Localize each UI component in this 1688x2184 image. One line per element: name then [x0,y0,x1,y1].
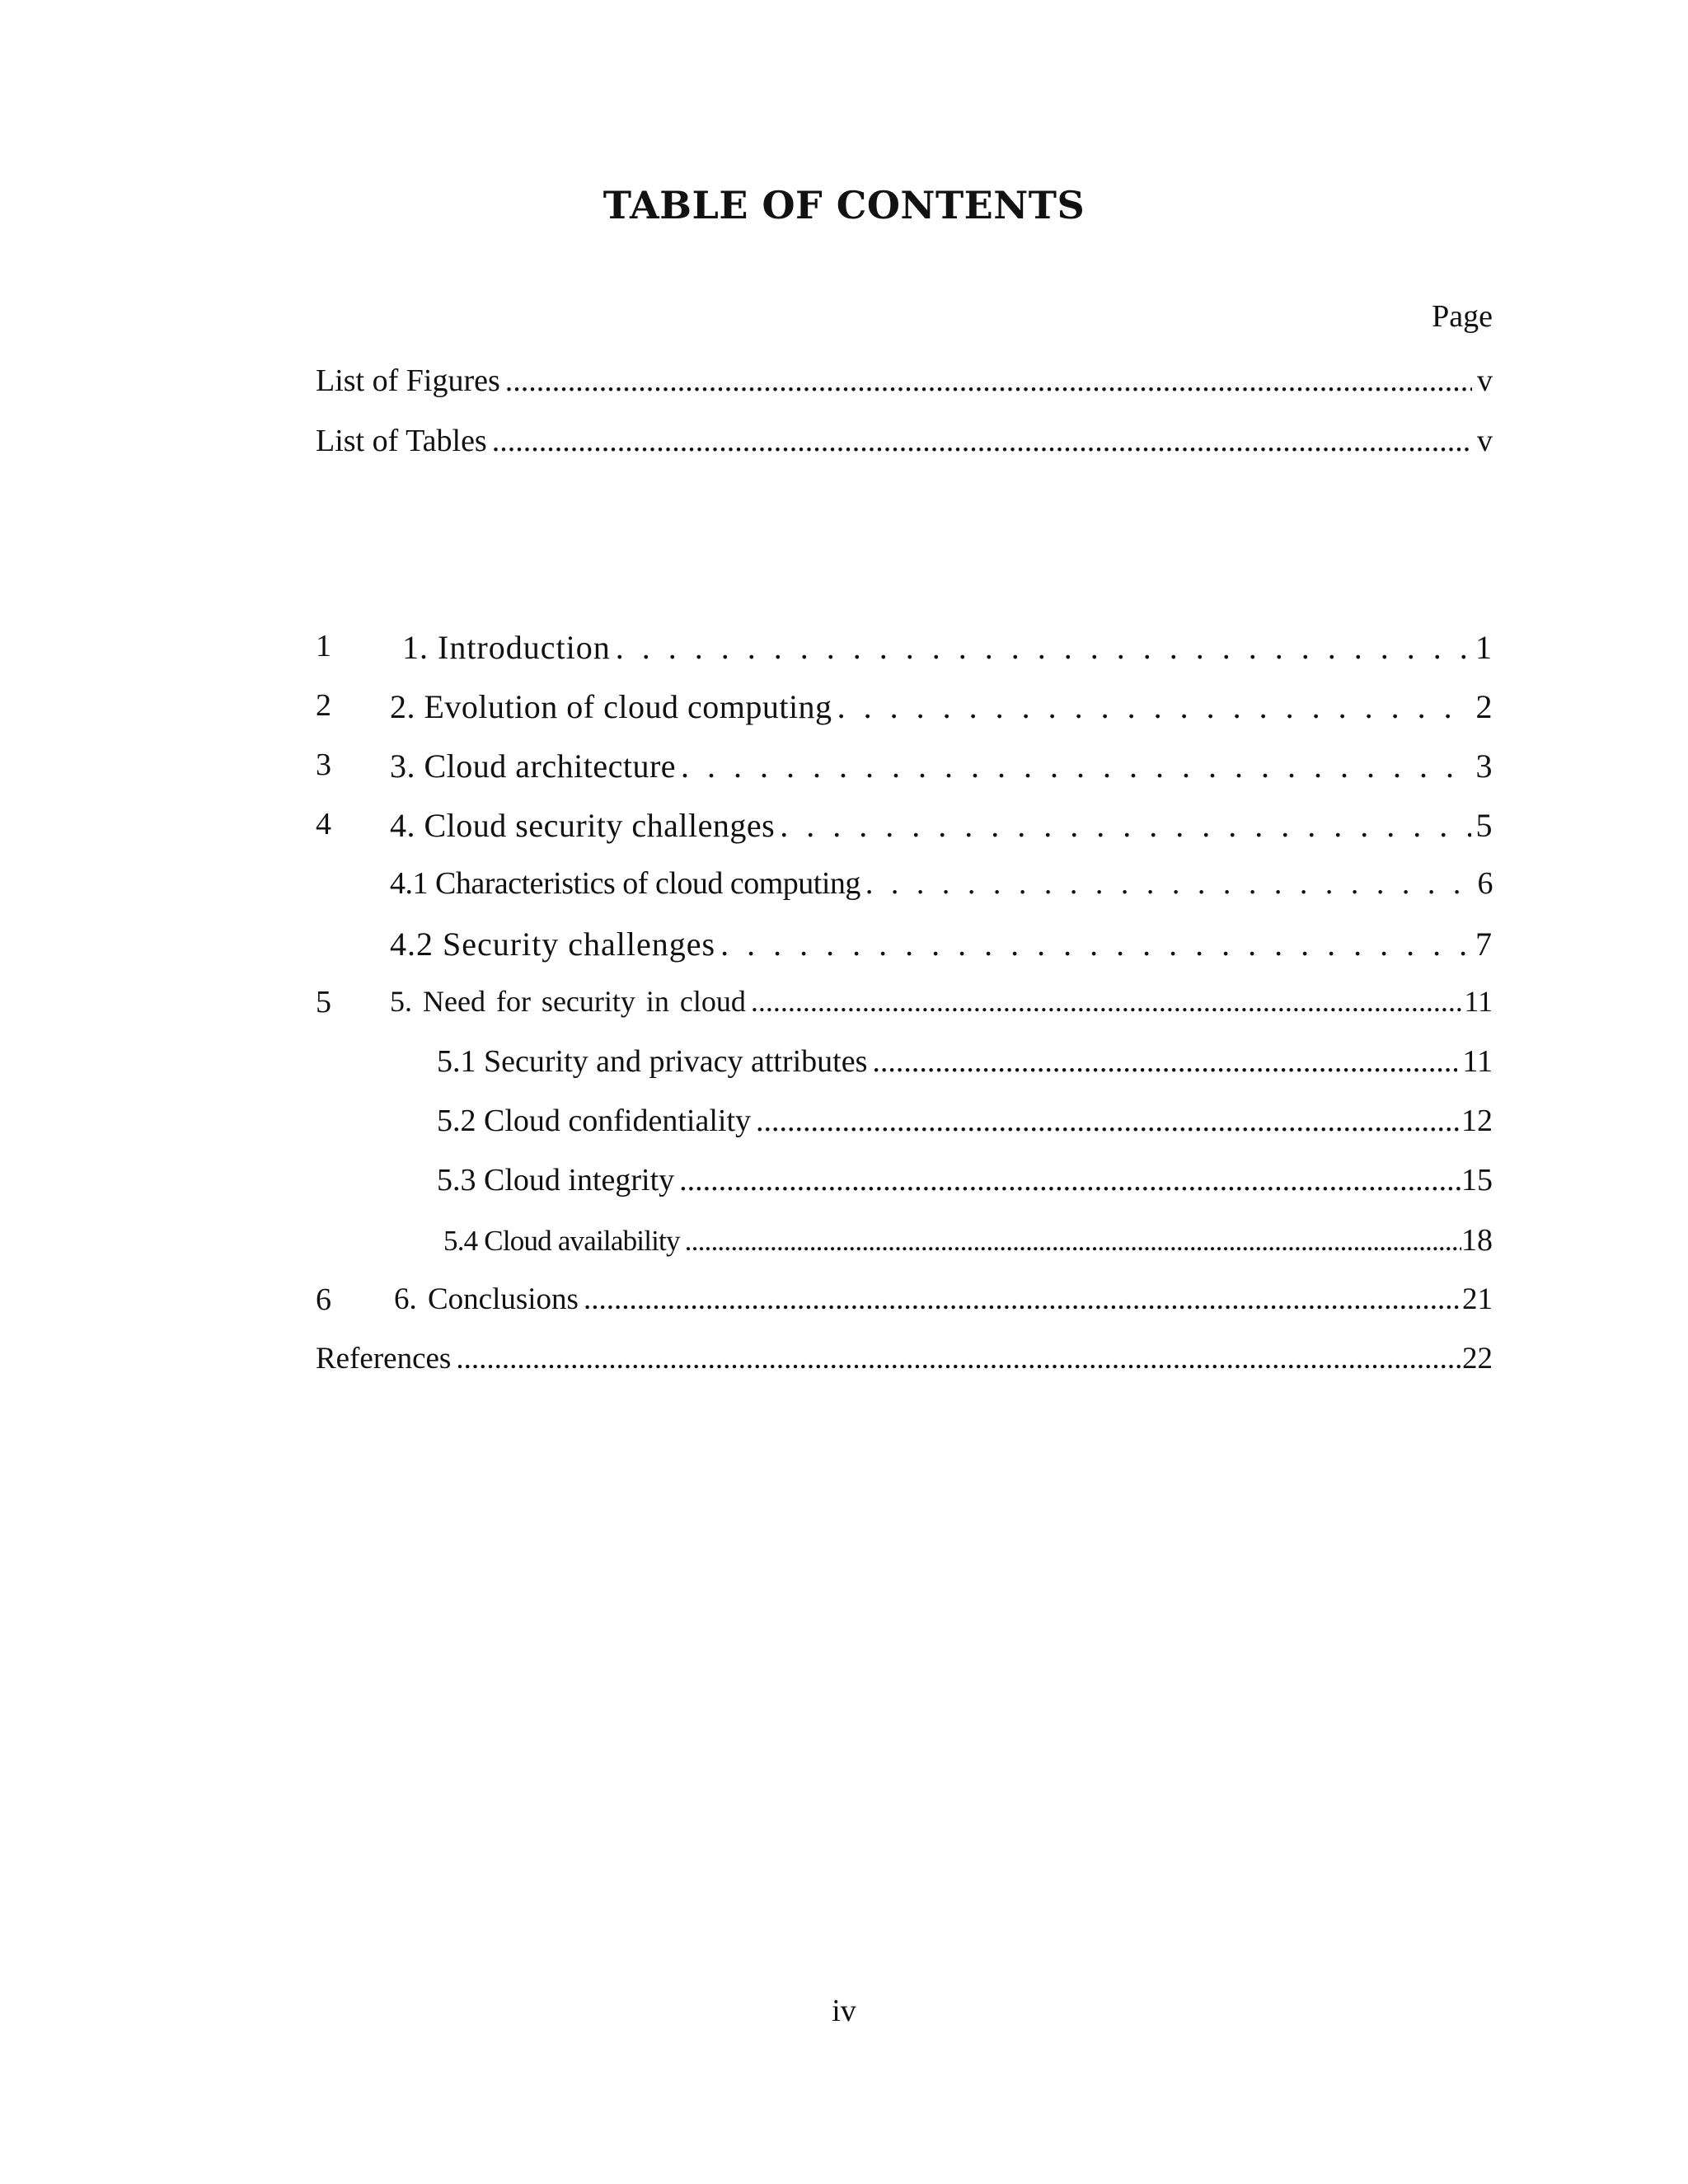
toc-row-section-5-4[interactable] [0,1222,1688,1263]
toc-entry-page: 6 [1477,866,1493,901]
toc-entry-page: 3 [1475,748,1493,785]
toc-entry-label: 1. Introduction [402,629,611,666]
dot-leader [505,363,1472,399]
toc-entry-label: References [316,1342,452,1376]
toc-row-chapter-6[interactable] [0,1282,1688,1323]
toc-row-section-4-1[interactable] [0,865,1688,907]
toc-row-section-5-2[interactable] [0,1103,1688,1144]
toc-entry-label: 4.2 Security challenges [390,926,716,963]
toc-entry-page: 5 [1475,807,1493,844]
toc-entry-label: 4. Cloud security challenges [390,807,776,844]
toc-row-references[interactable] [0,1341,1688,1382]
toc-entry-page: 22 [1462,1342,1493,1376]
toc-entry-page: 21 [1462,1282,1493,1316]
toc-entry-page: v [1477,424,1493,458]
dot-leader [865,865,1473,902]
dot-leader [492,423,1472,459]
dot-leader [456,1341,1462,1376]
chapter-number: 3 [316,748,331,782]
toc-entry-label: 5. Need for security in cloud [390,985,746,1018]
toc-row-chapter-2[interactable] [0,687,1688,729]
toc-entry-label: 6. Conclusions [394,1282,579,1316]
dot-leader [679,1162,1461,1198]
toc-row-list-of-tables[interactable] [0,423,1688,464]
toc-entry-page: v [1477,363,1493,398]
chapter-number: 4 [316,807,331,841]
toc-entry-page: 11 [1464,985,1493,1018]
dot-leader [780,806,1470,845]
dot-leader [584,1282,1462,1317]
toc-entry-label: List of Figures [316,363,500,398]
dot-leader [872,1043,1457,1080]
page-column-header: Page [1432,299,1493,334]
page-number-footer: iv [832,1994,856,2028]
toc-row-section-5-1[interactable] [0,1043,1688,1085]
toc-entry-page: 2 [1475,688,1493,725]
dot-leader [756,1103,1461,1139]
chapter-number: 5 [316,985,331,1019]
toc-entry-page: 15 [1461,1163,1493,1197]
toc-entry-label: 5.3 Cloud integrity [437,1163,675,1197]
toc-entry-page: 1 [1475,629,1493,666]
page-title: TABLE OF CONTENTS [603,183,1085,227]
toc-row-section-4-2[interactable] [0,925,1688,966]
toc-entry-page: 12 [1461,1104,1493,1138]
chapter-number: 6 [316,1282,331,1317]
toc-row-chapter-4[interactable] [0,806,1688,847]
toc-entry-label: 3. Cloud architecture [390,748,677,785]
toc-entry-label: List of Tables [316,424,487,458]
dot-leader [685,1225,1461,1258]
toc-entry-label: 5.1 Security and privacy attributes [437,1044,868,1079]
toc-entry-page: 7 [1475,926,1493,963]
dot-leader [751,984,1464,1019]
toc-entry-page: 11 [1462,1044,1493,1079]
dot-leader [720,925,1470,963]
toc-row-section-5-3[interactable] [0,1162,1688,1203]
toc-entry-label: 5.4 Cloud availability [443,1225,680,1257]
toc-entry-label: 5.2 Cloud confidentiality [437,1104,752,1138]
toc-row-chapter-5[interactable] [0,984,1688,1025]
chapter-number: 1 [316,629,331,663]
chapter-number: 2 [316,688,331,723]
toc-entry-label: 4.1 Characteristics of cloud computing [390,866,860,901]
toc-entry-label: 2. Evolution of cloud computing [390,688,832,725]
dot-leader [837,687,1471,726]
dot-leader [616,628,1470,667]
toc-entry-page: 18 [1461,1223,1493,1258]
toc-row-list-of-figures[interactable] [0,363,1688,404]
dot-leader [681,747,1470,785]
toc-row-chapter-1[interactable] [0,628,1688,669]
toc-row-chapter-3[interactable] [0,747,1688,788]
